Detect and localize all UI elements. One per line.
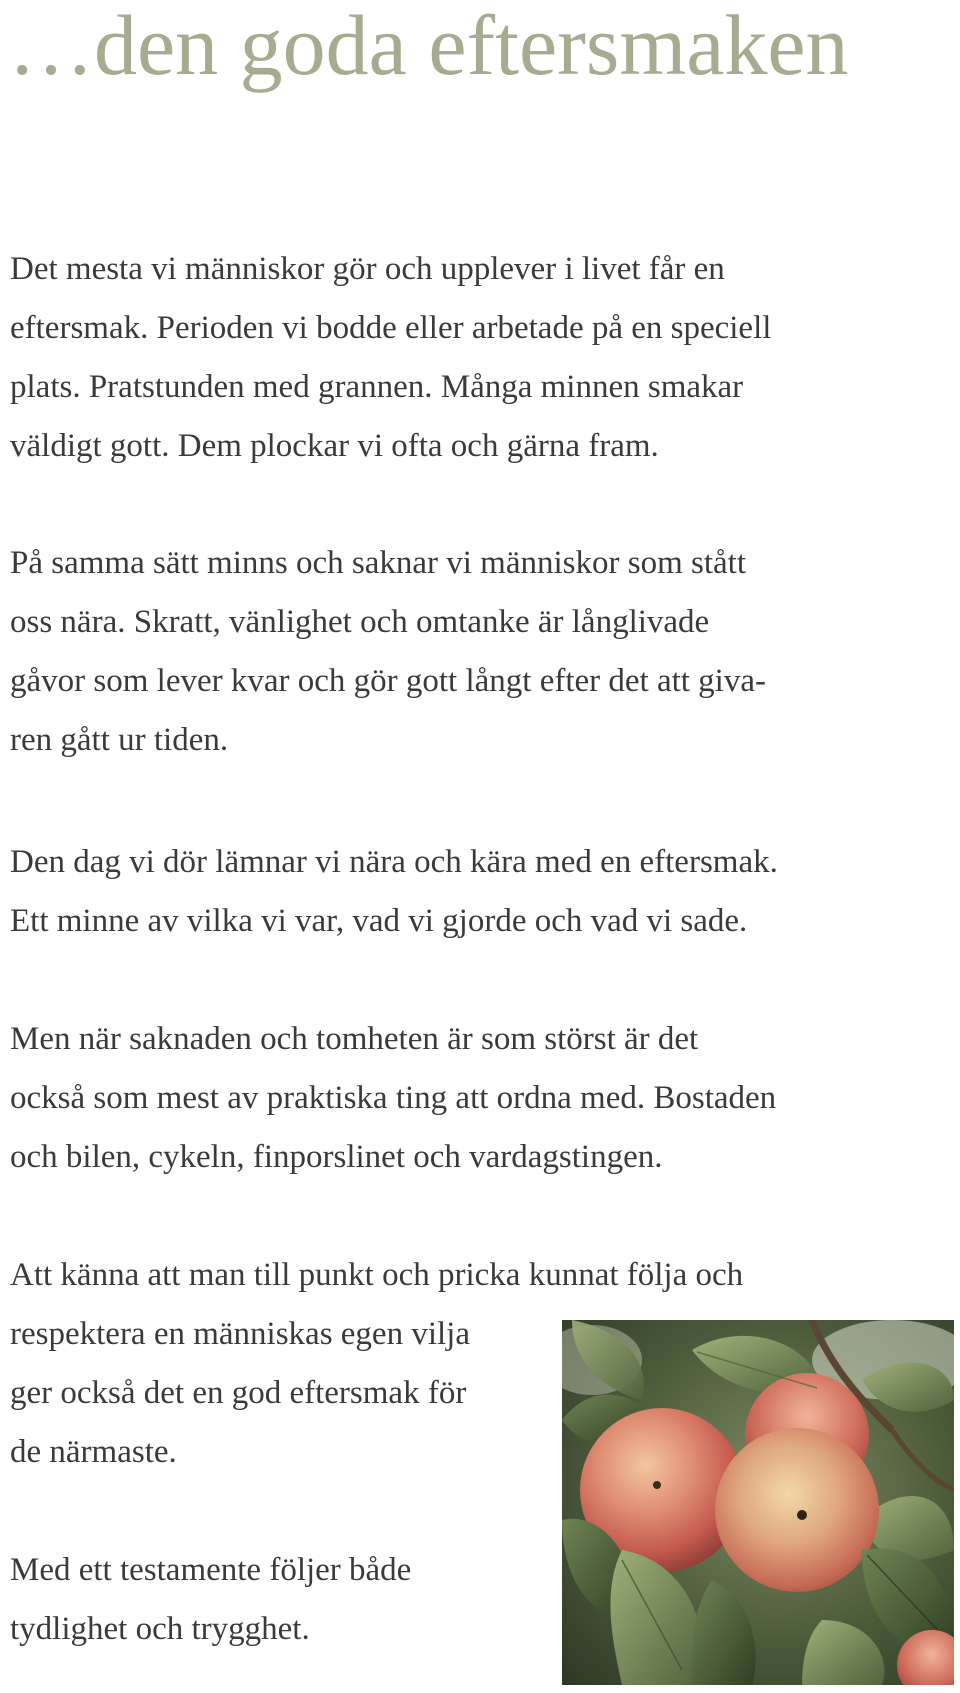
text-line: eftersmak. Perioden vi bodde eller arbetade på en speciell [10,310,772,346]
page-title: …den goda eftersmaken [8,0,849,93]
text-line: plats. Pratstunden med grannen. Många minnen smakar [10,369,744,405]
text-line: också som mest av praktiska ting att ordna med. Bostaden [10,1080,777,1116]
paragraph-aftertaste-memories [10,240,771,476]
text-line: gåvor som lever kvar och gör gott långt efter det att giva- [10,663,766,699]
paragraph-missing-people [10,534,766,770]
text-line: Det mesta vi människor gör och upplever i livet får en [10,251,725,287]
text-line: ger också det en god eftersmak för [10,1375,467,1411]
text-line: oss nära. Skratt, vänlighet och omtanke är långlivade [10,604,710,640]
paragraph-testament [10,1541,411,1659]
text-line: och bilen, cykeln, finporslinet och vardagstingen. [10,1139,663,1175]
text-line: Att känna att man till punkt och pricka kunnat följa och [10,1257,744,1293]
paragraph-practical-matters [10,1010,776,1187]
paragraph-the-day-we-die [10,833,778,951]
text-line: väldigt gott. Dem plockar vi ofta och gärna fram. [10,428,659,464]
text-line: respektera en människas egen vilja [10,1316,470,1352]
apples-on-branch-photo [562,1320,954,1685]
text-line: tydlighet och trygghet. [10,1611,310,1647]
text-line: Med ett testamente följer både [10,1552,412,1588]
text-line: ren gått ur tiden. [10,722,229,758]
text-line: de närmaste. [10,1434,177,1470]
text-line: Men när saknaden och tomheten är som störst är det [10,1021,699,1057]
text-line: Den dag vi dör lämnar vi nära och kära med en eftersmak. [10,844,778,880]
text-line: Ett minne av vilka vi var, vad vi gjorde och vad vi sade. [10,903,748,939]
text-line: På samma sätt minns och saknar vi människor som stått [10,545,746,581]
